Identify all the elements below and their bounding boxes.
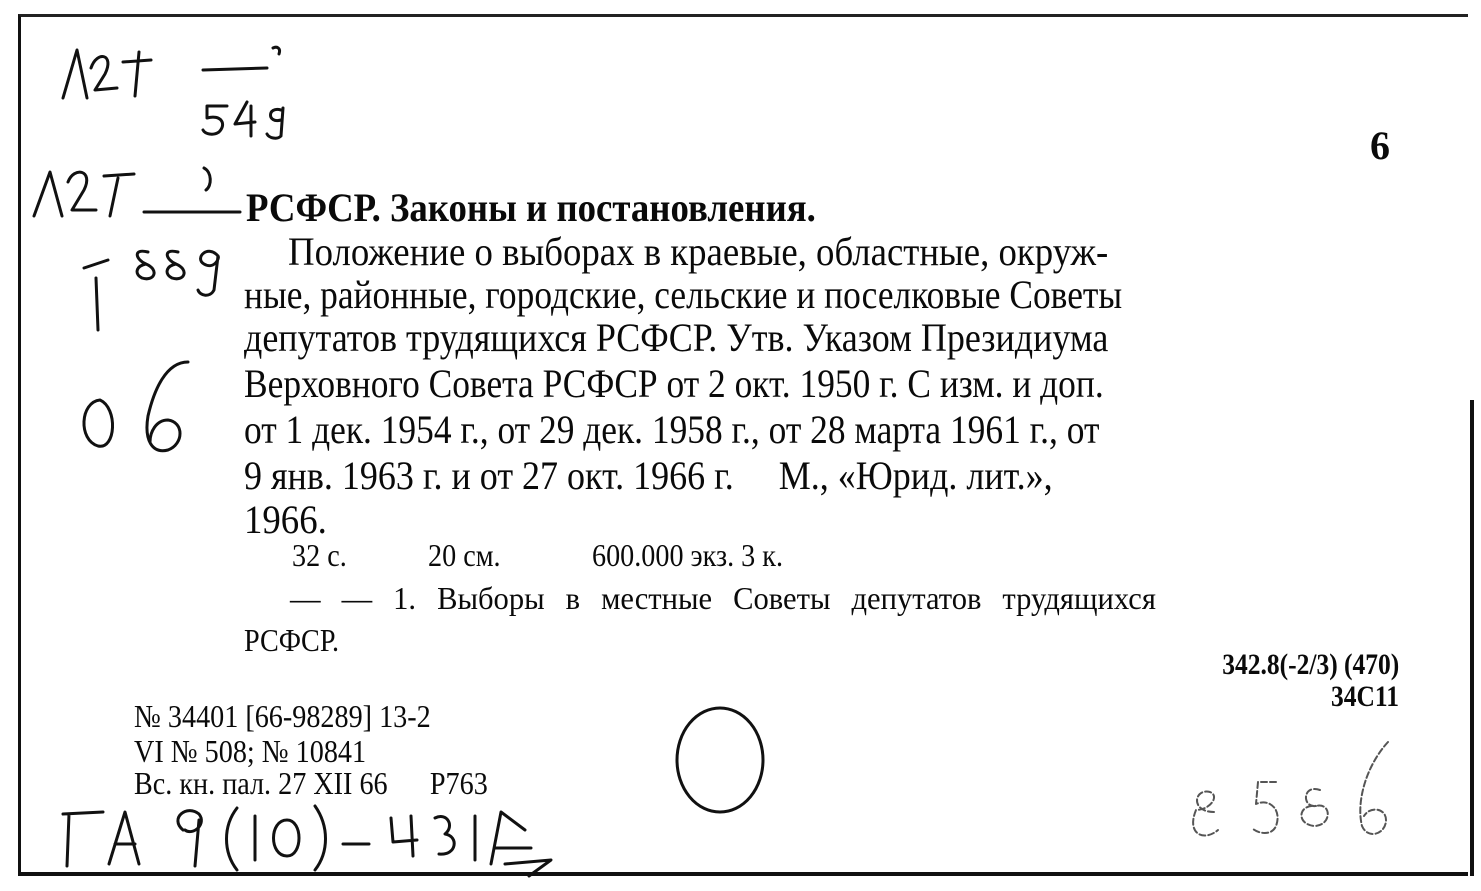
- body-line: 1966.: [244, 497, 327, 542]
- registry-line: № 34401 [66-98289] 13-2: [134, 698, 431, 734]
- body-line: депутатов трудящихся РСФСР. Утв. Указом Президиума: [244, 315, 1109, 360]
- author-mark: 34С11: [1330, 680, 1399, 713]
- page-number: 6: [1370, 123, 1390, 168]
- card-right-edge: [1470, 400, 1474, 876]
- subject-heading: — — 1. Выборы в местные Советы депутатов трудящихся: [290, 580, 1156, 616]
- body-line: ные, районные, городские, сельские и поселковые Советы: [244, 272, 1123, 317]
- body-line: Верховного Совета РСФСР от 2 окт. 1950 г. С изм. и доп.: [244, 361, 1104, 406]
- body-line: от 1 дек. 1954 г., от 29 дек. 1958 г., от 28 марта 1961 г., от: [244, 407, 1100, 452]
- body-line: 9 янв. 1963 г. и от 27 окт. 1966 г. М., «Юрид. лит.»,: [244, 453, 1053, 498]
- collation-print-run: 600.000 экз. 3 к.: [592, 537, 784, 573]
- collation-pages: 32 с.: [292, 537, 347, 573]
- classification-index: 342.8(-2/3) (470): [1221, 648, 1399, 681]
- card-heading: РСФСР. Законы и постановления.: [246, 185, 816, 230]
- registry-line: Вс. кн. пал. 27 XII 66 Р763: [134, 765, 488, 801]
- collation-size: 20 см.: [428, 537, 501, 573]
- registry-line: VI № 508; № 10841: [134, 733, 367, 769]
- body-line: Положение о выборах в краевые, областные, окруж-: [288, 229, 1109, 274]
- subject-heading-cont: РСФСР.: [244, 622, 339, 658]
